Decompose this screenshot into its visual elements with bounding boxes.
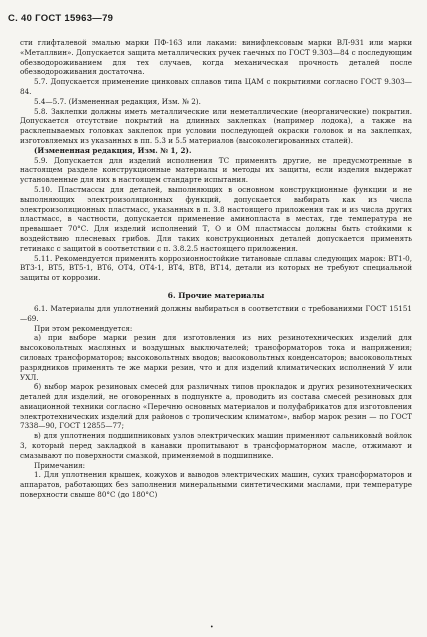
paragraph-6-1: 6.1. Материалы для уплотнений должны выбираться в соответствии с требованиями ГОСТ 15151—69. [20,303,412,323]
recommendation-intro: При этом рекомендуется: [34,323,133,333]
paragraph-5-11: 5.11. Рекомендуется применять коррозионностойкие титановые сплавы следующих марок: ВТ1-0, ВТ3-1, ВТ5, ВТ5-1, ВТ6, ОТ4, ОТ4-1, ВТ4, ВТ8, ВТ14, детали из которых не требуют специальной защиты от коррозии. [20,253,412,283]
paragraph-5-9: 5.9. Допускается для изделий исполнения ТС применять другие, не предусмотренные в настоящем разделе конструкционные материалы и методы их защиты, если изделия выдержат установленные для них в настоящем стандарте испытания. [20,155,412,185]
paragraph-5-8: 5.8. Заклепки должны иметь металлические или неметаллические (неорганические) покрытия. Допускается отсутствие покрытий на длинных заклепках (например лодока), а также на расклепываемых головках заклепок при условии последующей окраски головок и на заклепках, изготовляемых из указанных в пп. 5.3 и 5.5 материалов (высоколегированных сталей). [20,106,412,145]
notes-title: Примечания: [34,460,86,470]
paragraph-5-7: 5.7. Допускается применение цинковых сплавов типа ЦАМ с покрытиями согласно ГОСТ 9.303—84. [20,77,412,96]
page-header: С. 40 ГОСТ 15963—79 [8,13,114,24]
paragraph-5-10: 5.10. Пластмассы для деталей, выполняющих в основном конструкционные функции и не выполняющих электроизоляционных функций, допускается выбирать как из числа электроизоляционных пластмасс, указанных в п. 3.8 настоящего приложения так и из числа других пластмасс, в частности, допускается применение аминопласта в местах, где температура не превышает 70°С. Для изделий исполнений Т, О и ОМ пластмассы должны быть стойкими к воздействию плесневых грибов. Для таких конструкционных деталей допускается применять гетинакс с защитой в соответствии с п. 3.8.2.5 настоящего приложения. [20,184,412,253]
amendment-note: (Измененная редакция, Изм. № 1, 2). [34,145,192,155]
paragraph-5-6-continued: сти глифталевой эмалью марки ПФ-163 или лаками: винифлексовым марки ВЛ-931 или марки «Металлвин». Допускается защита металлических ручек гаечных по ГОСТ 9.303—84 с последующим обезводороживанием для тех случаев, когда механическая прочность деталей после обезводороживания достаточна. [20,38,412,77]
document-body [20,38,412,500]
note-1: 1. Для уплотнения крышек, кожухов и выводов электрических машин, сухих трансформаторов и аппаратов, работающих без заполнения минеральными синтетическими маслами, при температуре поверхности свыше 80°С (до 180°С) [20,470,412,500]
amendment-note: 5.4—5.7. (Измененная редакция, Изм. № 2). [34,96,201,106]
list-item-c: в) для уплотнения подшипниковых узлов электрических машин применяют сальниковый войлок 3, который перед закладкой в канавки пропитывают в трансформаторном масле, отжимают и смазывают по поверхности смазкой, применяемой в подшипнике. [20,431,412,460]
list-item-b: б) выбор марок резиновых смесей для различных типов прокладок и других резинотехнических деталей для изделий, не оговоренных в подпункте а, проводить из состава смесей резиновых для авиационной техники согласно «Перечню основных материалов и полуфабрикатов для изготовления электротехнических изделий для районов с тропическим климатом», выбор марок резин — по ГОСТ 7338—90, ГОСТ 12855—77; [20,382,412,431]
list-item-a: а) при выборе марки резин для изготовления из них резинотехнических изделий для высоковольтных масляных и воздушных выключателей; трансформаторов тока и напряжения; силовых трансформаторов; высоковольтных вводов; высоковольтных конденсаторов; высоковольтных разрядников применять те же марки резин, что и для изделий климатических исполнений У или УХЛ. [20,333,412,382]
page-mark: • [210,624,214,631]
section-heading: 6. Прочие материалы [167,290,265,300]
